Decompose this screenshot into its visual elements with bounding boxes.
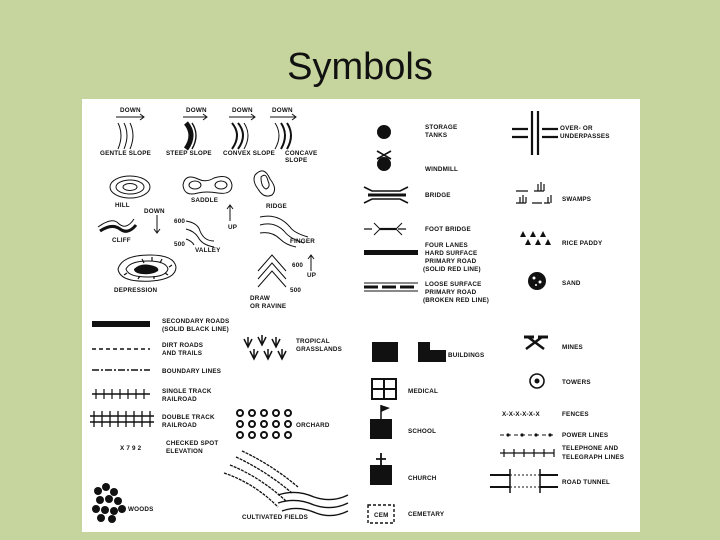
foot-bridge-symbol [364,223,471,235]
svg-text:600: 600 [292,262,304,269]
rice-paddy-symbol [520,231,603,247]
orchard-symbol [237,410,330,438]
svg-text:CONCAVE: CONCAVE [285,150,318,157]
svg-text:DIRT ROADS: DIRT ROADS [162,342,204,349]
svg-text:X 7 9 2: X 7 9 2 [120,445,142,452]
svg-text:(SOLID RED LINE): (SOLID RED LINE) [423,266,481,273]
church-symbol [370,453,437,485]
telephone-lines-symbol [500,445,624,461]
svg-text:X-X-X-X-X-X: X-X-X-X-X-X [502,411,540,418]
svg-text:OR RAVINE: OR RAVINE [250,303,287,310]
svg-text:DRAW: DRAW [250,295,271,302]
svg-text:WINDMILL: WINDMILL [425,166,459,173]
svg-text:ELEVATION: ELEVATION [166,448,203,455]
double-track-railroad-symbol [90,411,215,429]
svg-text:CEMETARY: CEMETARY [408,511,445,518]
towers-symbol [530,374,591,388]
svg-text:600: 600 [174,218,186,225]
svg-text:STEEP SLOPE: STEEP SLOPE [166,150,212,157]
single-track-railroad-symbol [92,388,212,403]
dirt-roads-symbol [92,342,203,357]
concave-slope-symbol [270,107,317,164]
svg-text:CHECKED SPOT: CHECKED SPOT [166,440,219,447]
svg-text:SLOPE: SLOPE [285,157,308,164]
svg-text:RICE PADDY: RICE PADDY [562,240,603,247]
valley-symbol [174,205,237,254]
fences-symbol [502,411,589,418]
svg-text:ROAD TUNNEL: ROAD TUNNEL [562,479,611,486]
svg-text:BRIDGE: BRIDGE [425,192,451,199]
svg-text:BUILDINGS: BUILDINGS [448,352,485,359]
svg-text:DEPRESSION: DEPRESSION [114,287,158,294]
svg-text:TELEPHONE AND: TELEPHONE AND [562,445,619,452]
ridge-symbol [254,171,287,210]
cemetary-symbol [368,505,445,523]
svg-text:AND TRAILS: AND TRAILS [162,350,203,357]
svg-text:FOUR LANES: FOUR LANES [425,242,468,249]
svg-text:CHURCH: CHURCH [408,475,437,482]
power-lines-symbol [500,432,608,439]
svg-text:STORAGE: STORAGE [425,124,458,131]
depression-symbol [114,255,176,294]
draw-ravine-symbol [250,255,316,310]
road-tunnel-symbol [490,469,610,493]
svg-text:POWER LINES: POWER LINES [562,432,609,439]
finger-symbol [260,216,315,247]
primary-road-solid-symbol [364,242,481,273]
svg-text:ORCHARD: ORCHARD [296,422,330,429]
steep-slope-symbol [166,107,212,157]
map-symbols-legend [82,99,640,532]
svg-text:SECONDARY ROADS: SECONDARY ROADS [162,318,230,325]
svg-text:TOWERS: TOWERS [562,379,591,386]
svg-text:OVER- OR: OVER- OR [560,125,593,132]
checked-spot-elevation-symbol [120,440,218,455]
svg-text:500: 500 [174,241,186,248]
cliff-symbol [98,208,165,244]
mines-symbol [524,337,583,351]
svg-text:FINGER: FINGER [290,238,315,245]
svg-text:CEM: CEM [374,512,389,519]
svg-text:CONVEX SLOPE: CONVEX SLOPE [223,150,276,157]
svg-text:UP: UP [228,224,238,231]
svg-text:GRASSLANDS: GRASSLANDS [296,346,343,353]
svg-text:UP: UP [307,272,317,279]
svg-text:DOWN: DOWN [186,107,207,114]
swamps-symbol [516,182,591,203]
cultivated-fields-symbol [224,451,348,521]
sand-symbol [528,272,581,290]
boundary-lines-symbol [92,368,221,375]
svg-text:SCHOOL: SCHOOL [408,428,437,435]
svg-text:CLIFF: CLIFF [112,237,131,244]
slide-title: Symbols [287,46,433,88]
svg-text:MEDICAL: MEDICAL [408,388,439,395]
tropical-grasslands-symbol [244,335,342,359]
svg-text:RIDGE: RIDGE [266,203,287,210]
svg-text:DOUBLE TRACK: DOUBLE TRACK [162,414,215,421]
buildings-symbol [372,342,484,362]
svg-text:500: 500 [290,287,302,294]
svg-text:HILL: HILL [115,202,130,209]
svg-text:SWAMPS: SWAMPS [562,196,592,203]
overpass-symbol [512,111,610,155]
woods-symbol [92,483,154,523]
svg-text:(SOLID BLACK LINE): (SOLID BLACK LINE) [162,326,229,333]
school-symbol [370,405,436,439]
saddle-symbol [183,177,232,204]
svg-text:(BROKEN RED LINE): (BROKEN RED LINE) [423,297,490,304]
hill-symbol [110,176,150,209]
svg-text:SAND: SAND [562,280,581,287]
secondary-roads-symbol [92,318,229,333]
svg-text:WOODS: WOODS [128,506,154,513]
gentle-slope-symbol [100,107,151,157]
svg-text:CULTIVATED FIELDS: CULTIVATED FIELDS [242,514,309,521]
svg-text:MINES: MINES [562,344,583,351]
svg-text:TROPICAL: TROPICAL [296,338,330,345]
legend-drawing [82,99,640,532]
svg-text:DOWN: DOWN [232,107,253,114]
svg-text:PRIMARY ROAD: PRIMARY ROAD [425,258,477,265]
svg-text:DOWN: DOWN [120,107,141,114]
windmill-symbol [377,151,458,173]
svg-text:LOOSE SURFACE: LOOSE SURFACE [425,281,482,288]
svg-text:BOUNDARY LINES: BOUNDARY LINES [162,368,222,375]
svg-text:FENCES: FENCES [562,411,589,418]
svg-text:GENTLE SLOPE: GENTLE SLOPE [100,150,152,157]
svg-text:DOWN: DOWN [272,107,293,114]
primary-road-broken-symbol [364,281,489,304]
svg-text:PRIMARY ROAD: PRIMARY ROAD [425,289,477,296]
svg-text:DOWN: DOWN [144,208,165,215]
svg-text:SADDLE: SADDLE [191,197,219,204]
svg-text:VALLEY: VALLEY [195,247,221,254]
svg-text:TELEGRAPH LINES: TELEGRAPH LINES [562,454,625,461]
convex-slope-symbol [223,107,275,157]
medical-symbol [372,379,438,399]
svg-text:RAILROAD: RAILROAD [162,422,197,429]
bridge-symbol [364,187,451,203]
svg-text:FOOT BRIDGE: FOOT BRIDGE [425,226,471,233]
storage-tanks-symbol [377,124,457,139]
svg-text:TANKS: TANKS [425,132,448,139]
svg-text:UNDERPASSES: UNDERPASSES [560,133,610,140]
svg-text:RAILROAD: RAILROAD [162,396,197,403]
svg-text:SINGLE TRACK: SINGLE TRACK [162,388,212,395]
svg-text:HARD SURFACE: HARD SURFACE [425,250,478,257]
